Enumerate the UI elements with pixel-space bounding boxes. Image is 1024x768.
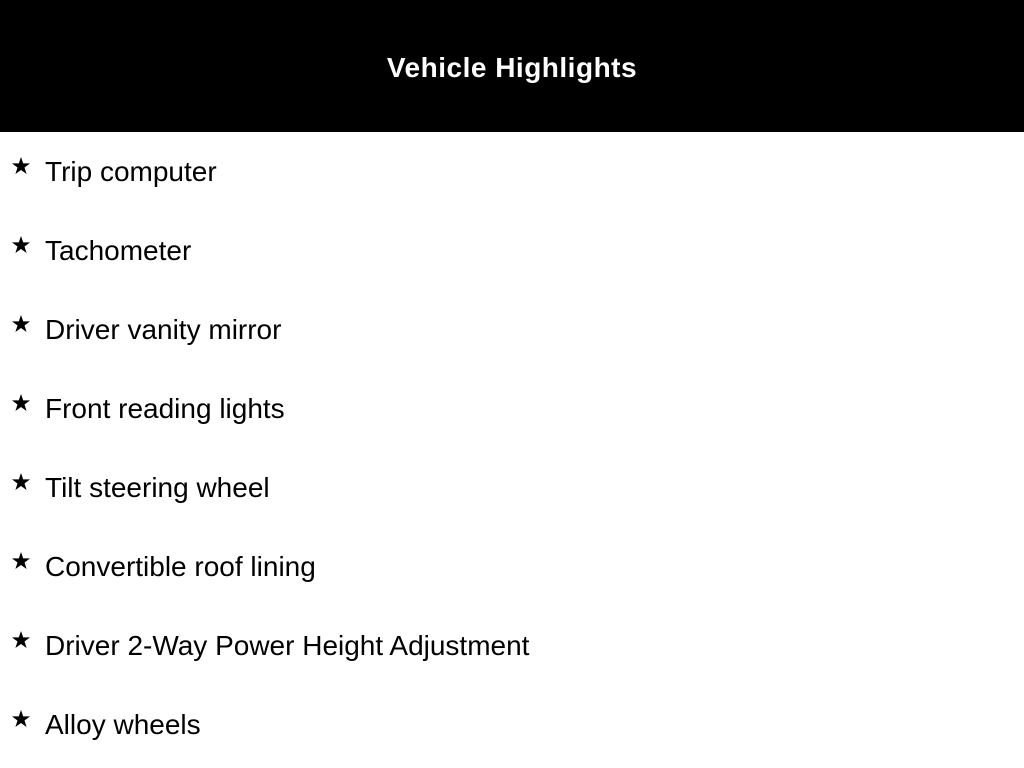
star-icon [11,314,31,334]
list-item [0,472,1024,512]
page-title: Vehicle Highlights [386,52,638,83]
list-item-label: Driver vanity mirror [45,314,282,345]
list-item [0,314,1024,354]
star-icon [11,235,31,255]
list-item [0,235,1024,275]
list-item [0,709,1024,749]
star-icon [11,156,31,176]
header-bar [0,0,1024,132]
list-item-label: Trip computer [45,156,217,187]
list-item [0,156,1024,196]
list-item-label: Tachometer [45,235,192,266]
list-item-label: Alloy wheels [45,709,201,740]
star-icon [11,551,31,571]
star-icon [11,472,31,492]
star-icon [11,630,31,650]
list-item-label: Tilt steering wheel [45,472,270,503]
list-item [0,393,1024,433]
list-item-label: Driver 2-Way Power Height Adjustment [45,630,530,661]
list-item-label: Convertible roof lining [45,551,316,582]
star-icon [11,393,31,413]
highlights-list [0,132,1024,768]
list-item [0,551,1024,591]
list-item-label: Front reading lights [45,393,285,424]
list-item [0,630,1024,670]
star-icon [11,709,31,729]
